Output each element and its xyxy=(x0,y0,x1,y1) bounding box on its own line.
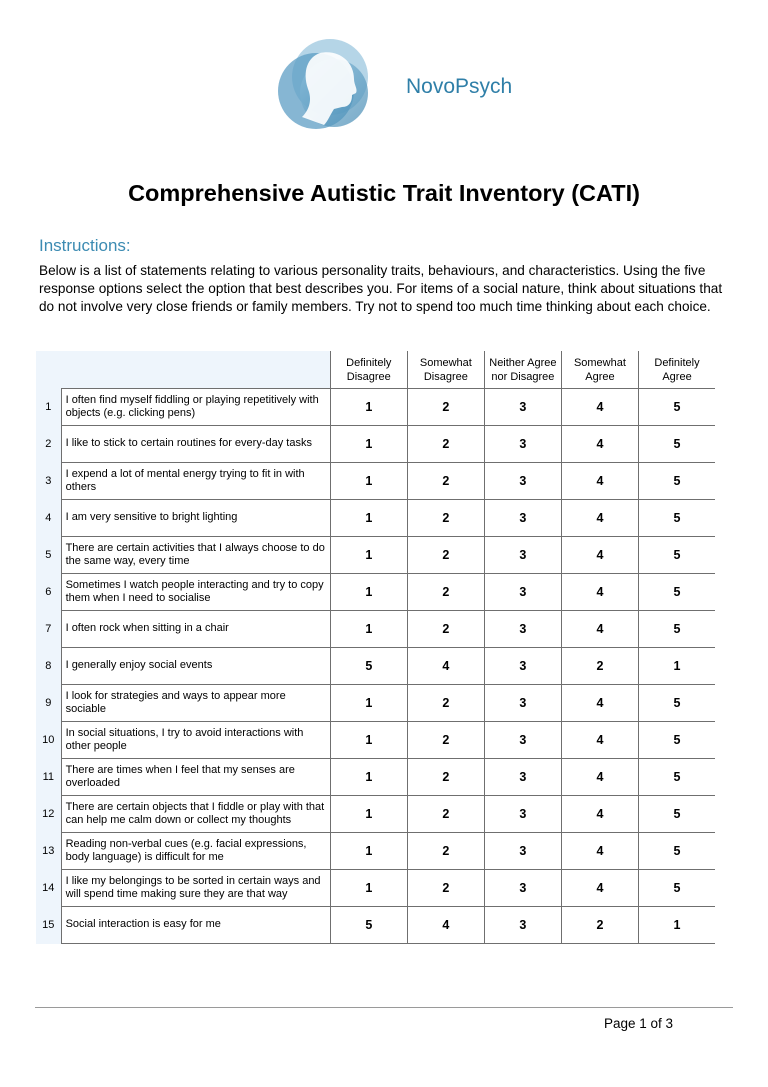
item-statement: There are certain objects that I fiddle or play with that can help me calm down or collect my thoughts xyxy=(61,796,330,833)
table-row xyxy=(36,907,715,944)
score-option-2[interactable]: 2 xyxy=(407,759,484,796)
item-statement: In social situations, I try to avoid interactions with other people xyxy=(61,722,330,759)
item-statement: Social interaction is easy for me xyxy=(61,907,330,944)
score-option-5[interactable]: 1 xyxy=(639,648,715,685)
score-option-5[interactable]: 5 xyxy=(639,833,715,870)
score-option-4[interactable]: 4 xyxy=(561,500,638,537)
header-option-5 xyxy=(639,351,715,389)
item-number: 9 xyxy=(36,685,61,722)
brand-name: NovoPsych xyxy=(406,75,513,98)
score-option-5[interactable]: 5 xyxy=(639,759,715,796)
novopsych-logo-icon xyxy=(272,35,382,135)
table-row xyxy=(36,611,715,648)
item-number: 12 xyxy=(36,796,61,833)
score-option-2[interactable]: 2 xyxy=(407,870,484,907)
score-option-5[interactable]: 5 xyxy=(639,574,715,611)
score-option-1[interactable]: 1 xyxy=(330,463,407,500)
score-option-5[interactable]: 5 xyxy=(639,537,715,574)
score-option-4[interactable]: 4 xyxy=(561,722,638,759)
item-number: 2 xyxy=(36,426,61,463)
page-number: Page 1 of 3 xyxy=(604,1016,674,1031)
score-option-4[interactable]: 4 xyxy=(561,833,638,870)
score-option-2[interactable]: 4 xyxy=(407,648,484,685)
header-option-line: Disagree xyxy=(346,370,391,383)
score-option-3[interactable]: 3 xyxy=(484,389,561,426)
score-option-1[interactable]: 1 xyxy=(330,685,407,722)
table-row xyxy=(36,870,715,907)
table-row xyxy=(36,722,715,759)
score-option-4[interactable]: 4 xyxy=(561,463,638,500)
item-statement: I look for strategies and ways to appear more sociable xyxy=(61,685,330,722)
table-row xyxy=(36,426,715,463)
score-option-3[interactable]: 3 xyxy=(484,685,561,722)
item-statement: I like to stick to certain routines for every-day tasks xyxy=(61,426,330,463)
item-number: 15 xyxy=(36,907,61,944)
score-option-2[interactable]: 2 xyxy=(407,537,484,574)
score-option-4[interactable]: 4 xyxy=(561,426,638,463)
score-option-1[interactable]: 1 xyxy=(330,426,407,463)
score-option-1[interactable]: 1 xyxy=(330,537,407,574)
score-option-1[interactable]: 1 xyxy=(330,574,407,611)
score-option-1[interactable]: 1 xyxy=(330,389,407,426)
score-option-4[interactable]: 4 xyxy=(561,685,638,722)
score-option-2[interactable]: 4 xyxy=(407,907,484,944)
table-row xyxy=(36,574,715,611)
item-number: 8 xyxy=(36,648,61,685)
score-option-5[interactable]: 5 xyxy=(639,722,715,759)
header-option-1 xyxy=(330,351,407,389)
score-option-5[interactable]: 5 xyxy=(639,685,715,722)
item-number: 1 xyxy=(36,389,61,426)
table-row xyxy=(36,759,715,796)
score-option-5[interactable]: 5 xyxy=(639,611,715,648)
item-number: 5 xyxy=(36,537,61,574)
header-option-line: Somewhat xyxy=(419,356,472,369)
item-statement: Reading non-verbal cues (e.g. facial expressions, body language) is difficult for me xyxy=(61,833,330,870)
instructions-text: Below is a list of statements relating to various personality traits, behaviours, and characteristics. Using the five response options select the option that best describes you. For items of a social nature, think about situations that do not involve very close friends or family members. Try not to spend too much time thinking about each choice. xyxy=(39,263,723,314)
score-option-5[interactable]: 1 xyxy=(639,907,715,944)
score-option-3[interactable]: 3 xyxy=(484,611,561,648)
score-option-5[interactable]: 5 xyxy=(639,389,715,426)
header-option-line: Agree xyxy=(585,370,615,383)
score-option-1[interactable]: 1 xyxy=(330,500,407,537)
score-option-3[interactable]: 3 xyxy=(484,722,561,759)
score-option-4[interactable]: 4 xyxy=(561,759,638,796)
header-option-line: Definitely xyxy=(346,356,392,369)
score-option-3[interactable]: 3 xyxy=(484,870,561,907)
header-option-line: Agree xyxy=(662,370,692,383)
item-number: 13 xyxy=(36,833,61,870)
score-option-5[interactable]: 5 xyxy=(639,463,715,500)
questionnaire-table xyxy=(36,351,715,944)
score-option-4[interactable]: 4 xyxy=(561,574,638,611)
header-option-3 xyxy=(484,351,561,389)
score-option-4[interactable]: 4 xyxy=(561,389,638,426)
score-option-3[interactable]: 3 xyxy=(484,759,561,796)
item-statement: I often rock when sitting in a chair xyxy=(61,611,330,648)
table-row xyxy=(36,833,715,870)
score-option-2[interactable]: 2 xyxy=(407,611,484,648)
score-option-1[interactable]: 1 xyxy=(330,796,407,833)
table-row xyxy=(36,685,715,722)
table-header-row xyxy=(36,351,715,389)
score-option-3[interactable]: 3 xyxy=(484,574,561,611)
header-blank-cell xyxy=(36,351,330,389)
score-option-2[interactable]: 2 xyxy=(407,500,484,537)
table-row xyxy=(36,500,715,537)
score-option-2[interactable]: 2 xyxy=(407,426,484,463)
score-option-2[interactable]: 2 xyxy=(407,833,484,870)
item-number: 7 xyxy=(36,611,61,648)
score-option-5[interactable]: 5 xyxy=(639,500,715,537)
page-title: Comprehensive Autistic Trait Inventory (CATI) xyxy=(128,180,640,206)
score-option-5[interactable]: 5 xyxy=(639,796,715,833)
table-row xyxy=(36,463,715,500)
score-option-4[interactable]: 4 xyxy=(561,611,638,648)
score-option-1[interactable]: 1 xyxy=(330,833,407,870)
score-option-2[interactable]: 2 xyxy=(407,685,484,722)
header-option-2 xyxy=(407,351,484,389)
item-number: 11 xyxy=(36,759,61,796)
score-option-5[interactable]: 5 xyxy=(639,426,715,463)
score-option-3[interactable]: 3 xyxy=(484,907,561,944)
score-option-4[interactable]: 2 xyxy=(561,648,638,685)
score-option-1[interactable]: 1 xyxy=(330,759,407,796)
score-option-4[interactable]: 4 xyxy=(561,796,638,833)
score-option-2[interactable]: 2 xyxy=(407,796,484,833)
score-option-4[interactable]: 4 xyxy=(561,870,638,907)
item-number: 4 xyxy=(36,500,61,537)
score-option-2[interactable]: 2 xyxy=(407,574,484,611)
score-option-3[interactable]: 3 xyxy=(484,426,561,463)
score-option-1[interactable]: 5 xyxy=(330,648,407,685)
score-option-3[interactable]: 3 xyxy=(484,796,561,833)
footer-divider xyxy=(35,1007,733,1008)
header-option-4 xyxy=(561,351,638,389)
header-option-line: Neither Agree xyxy=(489,356,557,369)
score-option-4[interactable]: 2 xyxy=(561,907,638,944)
header-option-line: Somewhat xyxy=(573,356,626,369)
item-number: 6 xyxy=(36,574,61,611)
score-option-5[interactable]: 5 xyxy=(639,870,715,907)
score-option-3[interactable]: 3 xyxy=(484,463,561,500)
table-row xyxy=(36,648,715,685)
score-option-2[interactable]: 2 xyxy=(407,463,484,500)
score-option-1[interactable]: 5 xyxy=(330,907,407,944)
item-statement: I expend a lot of mental energy trying to fit in with others xyxy=(61,463,330,500)
score-option-1[interactable]: 1 xyxy=(330,870,407,907)
header-option-line: Definitely xyxy=(654,356,700,369)
table-row xyxy=(36,796,715,833)
item-statement: I generally enjoy social events xyxy=(61,648,330,685)
score-option-2[interactable]: 2 xyxy=(407,722,484,759)
score-option-3[interactable]: 3 xyxy=(484,833,561,870)
item-statement: I like my belongings to be sorted in certain ways and will spend time making sure they are that way xyxy=(61,870,330,907)
table-row xyxy=(36,537,715,574)
item-statement: There are certain activities that I always choose to do the same way, every time xyxy=(61,537,330,574)
score-option-3[interactable]: 3 xyxy=(484,648,561,685)
score-option-2[interactable]: 2 xyxy=(407,389,484,426)
score-option-3[interactable]: 3 xyxy=(484,500,561,537)
table-row xyxy=(36,389,715,426)
item-number: 14 xyxy=(36,870,61,907)
item-statement: There are times when I feel that my senses are overloaded xyxy=(61,759,330,796)
score-option-4[interactable]: 4 xyxy=(561,537,638,574)
item-statement: I often find myself fiddling or playing repetitively with objects (e.g. clicking pens) xyxy=(61,389,330,426)
header-option-line: Disagree xyxy=(423,370,468,383)
instructions-heading: Instructions: xyxy=(39,236,131,255)
score-option-1[interactable]: 1 xyxy=(330,611,407,648)
item-number: 10 xyxy=(36,722,61,759)
score-option-1[interactable]: 1 xyxy=(330,722,407,759)
score-option-3[interactable]: 3 xyxy=(484,537,561,574)
item-statement: I am very sensitive to bright lighting xyxy=(61,500,330,537)
item-statement: Sometimes I watch people interacting and try to copy them when I need to socialise xyxy=(61,574,330,611)
header-option-line: nor Disagree xyxy=(491,370,555,383)
item-number: 3 xyxy=(36,463,61,500)
